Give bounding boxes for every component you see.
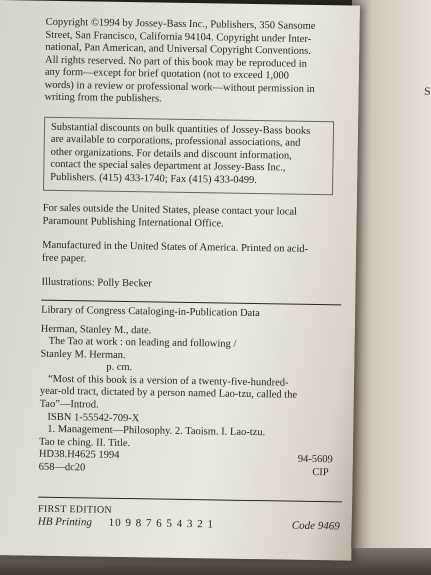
page-content <box>38 17 350 532</box>
discount-line: Publishers. (415) 433-1740; Fax (415) 433-0499. <box>50 171 258 186</box>
sales-line: Paramount Publishing International Office. <box>42 215 224 230</box>
edition-label: FIRST EDITION <box>37 503 113 516</box>
cip-subjects-line: Tao te ching. II. Title. <box>38 436 131 449</box>
edition-rule <box>38 496 342 502</box>
illustrations-credit: Illustrations: Polly Becker <box>41 276 152 290</box>
discount-line: other organizations. For details and discount information, <box>50 146 292 162</box>
discount-box <box>43 116 334 195</box>
cip-author: Herman, Stanley M., date. <box>40 323 152 336</box>
copyright-line: national, Pan American, and Universal Copyright Conventions. <box>45 41 311 57</box>
cip-title: Library of Congress Cataloging-in-Publication Data <box>41 304 260 319</box>
printing-numbers: 10 9 8 7 6 5 4 3 2 1 <box>108 516 214 531</box>
cip-label: CIP <box>312 466 329 479</box>
cip-pages: p. cm. <box>106 361 133 374</box>
cip-note-line: “Most of this book is a version of a twenty-five-hundred- <box>47 373 289 389</box>
copyright-notice <box>44 17 349 109</box>
discount-line: are available to corporations, professional associations, and <box>50 133 301 149</box>
cip-note-line: year-old tract, dictated by a person named Lao-tzu, called the <box>39 386 298 402</box>
manufactured-note <box>42 240 346 270</box>
cip-subjects-line: 1. Management—Philosophy. 2. Taoism. I. Lao-tzu. <box>47 424 266 439</box>
printing-label: HB Printing <box>37 515 92 529</box>
cip-title-line: Stanley M. Herman. <box>40 348 126 361</box>
copyright-line: Copyright ©1994 by Jossey-Bass Inc., Publishers, 350 Sansome <box>45 16 316 32</box>
cip-isbn: ISBN 1-55542-709-X <box>47 411 140 424</box>
cip-lccn: 94-5609 <box>297 453 333 466</box>
copyright-line: Street, San Francisco, California 94104. Copyright under Inter- <box>45 29 312 45</box>
discount-line: Substantial discounts on bulk quantities of Jossey-Bass books <box>50 121 311 137</box>
cip-callno: HD38.H4625 1994 <box>38 449 120 462</box>
international-sales <box>42 203 346 233</box>
cip-title-line: The Tao at work : on leading and following / <box>48 335 237 350</box>
cip-note-line: Tao”—Introd. <box>39 398 99 411</box>
copyright-line: words) in a review or professional work—without permission in <box>44 79 315 95</box>
facing-page-letter: S <box>424 84 431 98</box>
copyright-line: All rights reserved. No part of this book may be reproduced in <box>44 54 307 70</box>
cip-dewey: 658—dc20 <box>38 461 86 474</box>
discount-line: contact the special sales department at Jossey-Bass Inc., <box>50 158 286 174</box>
copyright-line: writing from the publishers. <box>44 91 162 105</box>
sales-line: For sales outside the United States, please contact your local <box>42 202 298 218</box>
print-code: Code 9469 <box>291 519 340 533</box>
manufactured-line: free paper. <box>41 252 87 264</box>
manufactured-line: Manufactured in the United States of America. Printed on acid- <box>42 239 309 255</box>
cip-block <box>39 323 345 479</box>
facing-page <box>352 0 431 575</box>
copyright-line: any form—except for brief quotation (not to exceed 1,000 <box>44 66 289 82</box>
